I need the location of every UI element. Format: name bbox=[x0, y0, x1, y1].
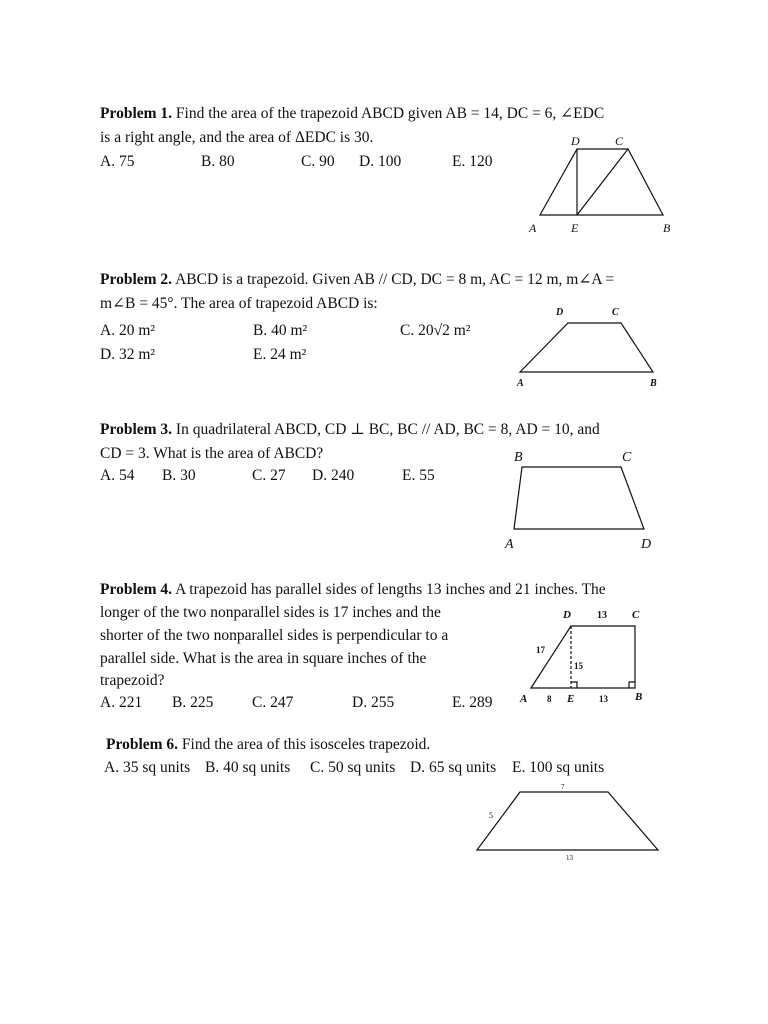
p1-fig-label-a: A bbox=[529, 221, 537, 235]
p4-choice-b: B. 225 bbox=[172, 694, 214, 711]
problem-2-line-2: m∠B = 45°. The area of trapezoid ABCD is: bbox=[100, 295, 378, 312]
p6-choice-c: C. 50 sq units bbox=[310, 759, 396, 776]
problem-6-figure bbox=[470, 782, 670, 862]
p1-fig-label-c: C bbox=[615, 134, 624, 148]
p2-fig-label-b: B bbox=[650, 378, 657, 389]
p4-fig-left-length: 17 bbox=[536, 645, 545, 655]
p3-choice-a: A. 54 bbox=[100, 467, 135, 484]
p6-choice-a: A. 35 sq units bbox=[104, 759, 191, 776]
problem-4-text-1: A trapezoid has parallel sides of lengths 13 inches and 21 inches. The bbox=[175, 581, 606, 598]
p1-choice-e: E. 120 bbox=[452, 153, 493, 170]
problem-4-line-1 bbox=[100, 579, 606, 601]
p3-fig-label-a: A bbox=[505, 537, 514, 552]
p2-fig-label-d: D bbox=[556, 307, 564, 318]
p6-choice-b: B. 40 sq units bbox=[205, 759, 291, 776]
problem-6-label: Problem 6. bbox=[106, 736, 179, 753]
problem-2-text-1: ABCD is a trapezoid. Given AB // CD, DC = 8 m, AC = 12 m, m∠A = bbox=[175, 271, 615, 288]
p4-choice-e: E. 289 bbox=[452, 694, 493, 711]
problem-4-figure bbox=[515, 602, 675, 712]
problem-4-line-4: parallel side. What is the area in square inches of the bbox=[100, 650, 427, 667]
p4-fig-label-a: A bbox=[520, 693, 528, 705]
p4-fig-label-e: E bbox=[567, 693, 575, 705]
problem-3-text-1: In quadrilateral ABCD, CD ⊥ BC, BC // AD, BC = 8, AD = 10, and bbox=[175, 421, 600, 438]
p4-fig-label-b: B bbox=[635, 691, 643, 703]
p1-choice-c: C. 90 bbox=[301, 153, 335, 170]
p1-choice-b: B. 80 bbox=[201, 153, 235, 170]
p4-choice-c: C. 247 bbox=[252, 694, 294, 711]
problem-4-line-3: shorter of the two nonparallel sides is perpendicular to a bbox=[100, 627, 449, 644]
problem-3-label: Problem 3. bbox=[100, 421, 173, 438]
p4-fig-eb-length: 13 bbox=[599, 694, 608, 704]
p6-fig-side-length: 5 bbox=[489, 811, 493, 820]
p3-fig-label-c: C bbox=[622, 450, 632, 465]
p4-fig-height: 15 bbox=[574, 661, 583, 671]
p6-fig-bottom-length: 13 bbox=[566, 854, 573, 862]
problem-6-line-1 bbox=[106, 734, 430, 756]
p1-choice-d: D. 100 bbox=[359, 153, 402, 170]
problem-3-figure bbox=[500, 445, 680, 555]
p2-choice-b: B. 40 m² bbox=[253, 322, 308, 339]
problem-6-text-1: Find the area of this isosceles trapezoid. bbox=[181, 736, 431, 753]
p3-choice-c: C. 27 bbox=[252, 467, 286, 484]
p3-choice-b: B. 30 bbox=[162, 467, 196, 484]
problem-2-label: Problem 2. bbox=[100, 271, 173, 288]
p3-fig-label-b: B bbox=[514, 450, 523, 465]
p4-fig-top-length: 13 bbox=[597, 610, 607, 621]
p2-choice-a: A. 20 m² bbox=[100, 322, 156, 339]
p4-fig-label-c: C bbox=[632, 609, 640, 621]
p2-fig-label-a: A bbox=[517, 378, 524, 389]
problem-1-label: Problem 1. bbox=[100, 105, 173, 122]
problem-2-figure bbox=[510, 302, 680, 392]
p4-choice-a: A. 221 bbox=[100, 694, 143, 711]
p3-fig-label-d: D bbox=[641, 537, 652, 552]
p6-choice-d: D. 65 sq units bbox=[410, 759, 497, 776]
problem-4-line-2: longer of the two nonparallel sides is 17 inches and the bbox=[100, 604, 441, 621]
p1-fig-label-e: E bbox=[571, 221, 579, 235]
problem-4-line-5: trapezoid? bbox=[100, 672, 165, 689]
problem-2-line-1 bbox=[100, 269, 614, 291]
p2-fig-label-c: C bbox=[612, 307, 619, 318]
p6-choice-e: E. 100 sq units bbox=[512, 759, 605, 776]
p1-choice-a: A. 75 bbox=[100, 153, 135, 170]
problem-1-line-1 bbox=[100, 103, 604, 125]
p1-fig-label-d: D bbox=[571, 134, 580, 148]
p1-fig-label-b: B bbox=[663, 221, 671, 235]
p6-fig-top-length: 7 bbox=[561, 783, 565, 791]
p3-choice-e: E. 55 bbox=[402, 467, 435, 484]
problem-4-label: Problem 4. bbox=[100, 581, 173, 598]
problem-1-line-2: is a right angle, and the area of ΔEDC is 30. bbox=[100, 129, 374, 146]
problem-3-line-1 bbox=[100, 419, 600, 441]
p4-fig-label-d: D bbox=[563, 609, 571, 621]
problem-1-text-1: Find the area of the trapezoid ABCD given AB = 14, DC = 6, ∠EDC bbox=[175, 105, 605, 122]
problem-1-figure bbox=[525, 130, 705, 240]
problem-3-line-2: CD = 3. What is the area of ABCD? bbox=[100, 445, 324, 462]
p3-choice-d: D. 240 bbox=[312, 467, 355, 484]
p2-choice-d: D. 32 m² bbox=[100, 346, 156, 363]
p2-choice-e: E. 24 m² bbox=[253, 346, 307, 363]
p4-choice-d: D. 255 bbox=[352, 694, 395, 711]
p4-fig-ae-length: 8 bbox=[547, 694, 552, 704]
p2-choice-c: C. 20√2 m² bbox=[400, 322, 471, 339]
